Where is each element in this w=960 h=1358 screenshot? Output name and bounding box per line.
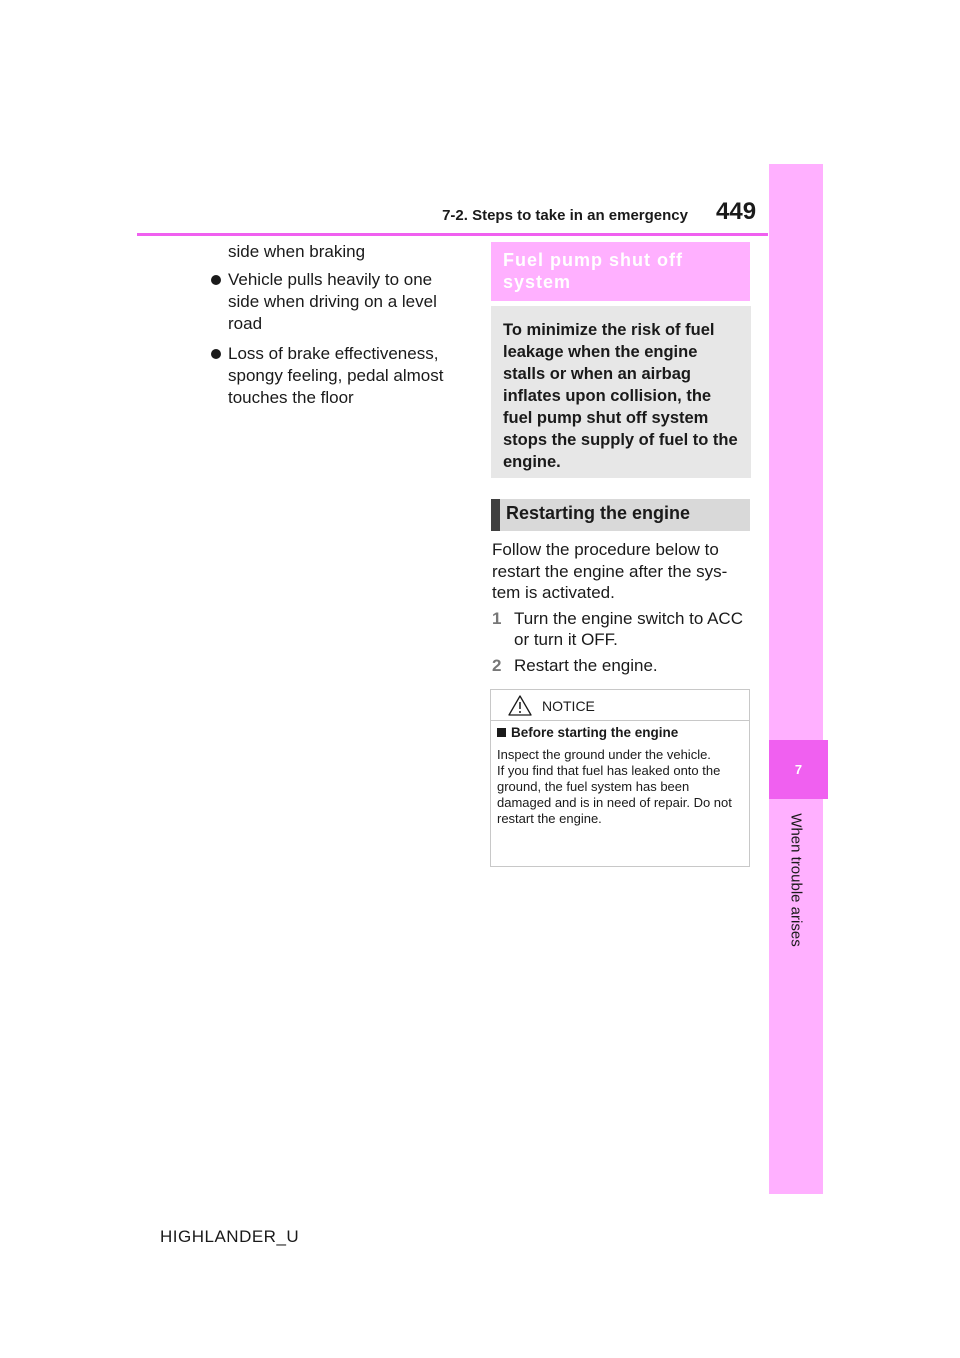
chapter-label: When trouble arises: [787, 813, 805, 947]
notice-header: [491, 690, 749, 721]
square-bullet-icon: [497, 728, 506, 737]
notice-box: [490, 689, 750, 867]
notice-text: Inspect the ground under the vehicle.: [497, 747, 711, 762]
step-text: Restart the engine.: [514, 655, 658, 675]
restart-intro: Follow the procedure below to restart the engine after the sys-tem is activated.: [492, 540, 728, 602]
bullet-dot-icon: [211, 275, 221, 285]
step-item: [492, 655, 754, 677]
continued-text: side when braking: [228, 242, 366, 261]
step-number: 2: [492, 655, 502, 675]
left-column: [208, 241, 468, 417]
chapter-number-badge: 7: [769, 740, 828, 799]
side-tab-bar: [769, 164, 823, 1194]
restart-heading: Restarting the engine: [491, 499, 750, 531]
bullet-dot-icon: [211, 349, 221, 359]
bullet-text: Vehicle pulls heavily to one side when driving on a level road: [228, 270, 437, 333]
notice-text: If you find that fuel has leaked onto the ground, the fuel system has been damaged and is in need of repair. Do not restart the engine.: [497, 763, 732, 826]
page-number: 449: [716, 198, 757, 225]
header-divider: [137, 233, 768, 236]
section-title: 7-2. Steps to take in an emergency: [442, 207, 688, 224]
bullet-item: [208, 343, 468, 409]
notice-body: [491, 721, 749, 831]
step-text: Turn the engine switch to ACC or turn it OFF.: [514, 608, 743, 649]
step-item: [492, 608, 754, 651]
bullet-text: Loss of brake effectiveness, spongy feeling, pedal almost touches the floor: [228, 344, 444, 407]
notice-subheading-text: Before starting the engine: [511, 725, 679, 740]
notice-subheading: [497, 725, 743, 741]
fuel-pump-summary: To minimize the risk of fuel leakage when the engine stalls or when an airbag inflates upon collision, the fuel pump shut off system stops the supply of fuel to the engine.: [491, 306, 751, 478]
restart-body: [492, 539, 754, 676]
bullet-item: [208, 269, 468, 335]
notice-label: NOTICE: [542, 698, 595, 714]
footer-model: HIGHLANDER_U: [160, 1227, 300, 1246]
fuel-pump-heading: Fuel pump shut off system: [491, 242, 750, 301]
warning-triangle-icon: [508, 695, 532, 716]
step-number: 1: [492, 608, 502, 628]
